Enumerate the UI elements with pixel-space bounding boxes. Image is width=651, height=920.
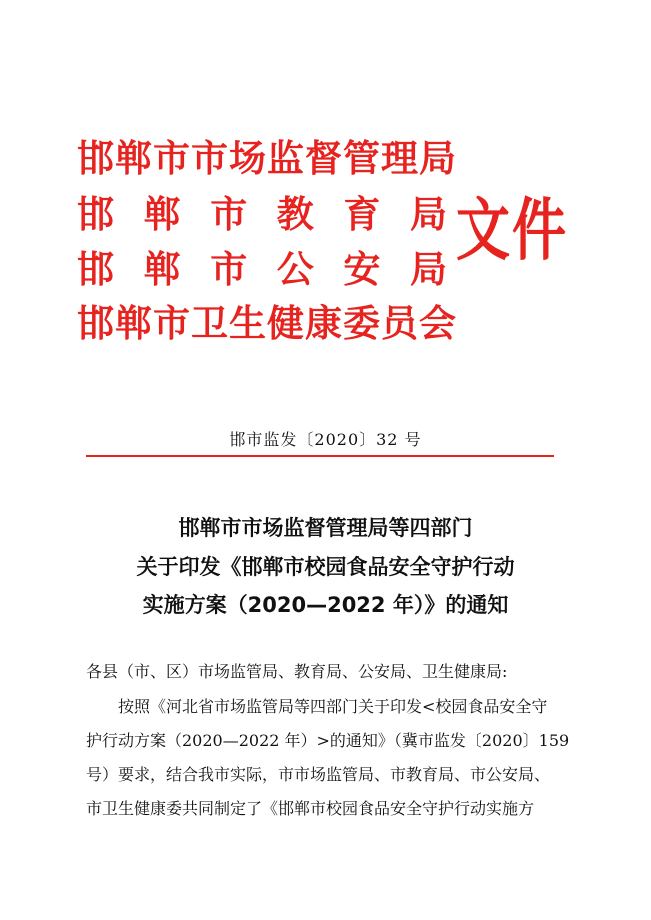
body-line: 按照《河北省市场监管局等四部门关于印发<校园食品安全守 bbox=[118, 697, 548, 716]
issuer-char: 安 bbox=[343, 248, 381, 291]
body-line: 市卫生健康委共同制定了《邯郸市校园食品安全守护行动实施方 bbox=[86, 799, 535, 818]
title-line-2: 关于印发《邯郸市校园食品安全守护行动 bbox=[136, 555, 515, 579]
issuer-char: 邯 bbox=[77, 248, 114, 291]
issuer-char: 公 bbox=[276, 248, 314, 291]
issuer-char: 邯 bbox=[77, 193, 114, 236]
body-line: 号）要求，结合我市实际，市市场监管局、市教育局、市公安局、 bbox=[86, 765, 551, 784]
document-number: 邯市监发〔2020〕32 号 bbox=[229, 430, 422, 449]
issuer-education-bureau bbox=[77, 193, 447, 236]
body-line: 护行动方案（2020—2022 年）>的通知》（冀市监发〔2020〕159 bbox=[86, 731, 570, 750]
document-type-label: 文件 bbox=[456, 190, 568, 270]
issuer-char: 郸 bbox=[143, 193, 181, 236]
title-line-3: 实施方案（2020—2022 年）》的通知 bbox=[142, 593, 509, 617]
issuer-char: 教 bbox=[276, 193, 314, 236]
issuer-char: 育 bbox=[343, 193, 381, 236]
issuer-health-commission: 邯郸市卫生健康委员会 bbox=[77, 302, 457, 345]
issuer-char: 市 bbox=[210, 193, 248, 236]
issuer-char: 市 bbox=[210, 248, 248, 291]
issuer-char: 局 bbox=[409, 248, 447, 291]
title-line-1: 邯郸市市场监督管理局等四部门 bbox=[178, 516, 473, 540]
salutation: 各县（市、区）市场监管局、教育局、公安局、卫生健康局: bbox=[86, 662, 508, 681]
issuer-market-supervision: 邯郸市市场监督管理局 bbox=[77, 137, 457, 180]
issuer-public-security-bureau bbox=[77, 248, 447, 291]
issuer-char: 局 bbox=[409, 193, 447, 236]
red-divider bbox=[86, 455, 554, 457]
issuer-char: 郸 bbox=[143, 248, 181, 291]
